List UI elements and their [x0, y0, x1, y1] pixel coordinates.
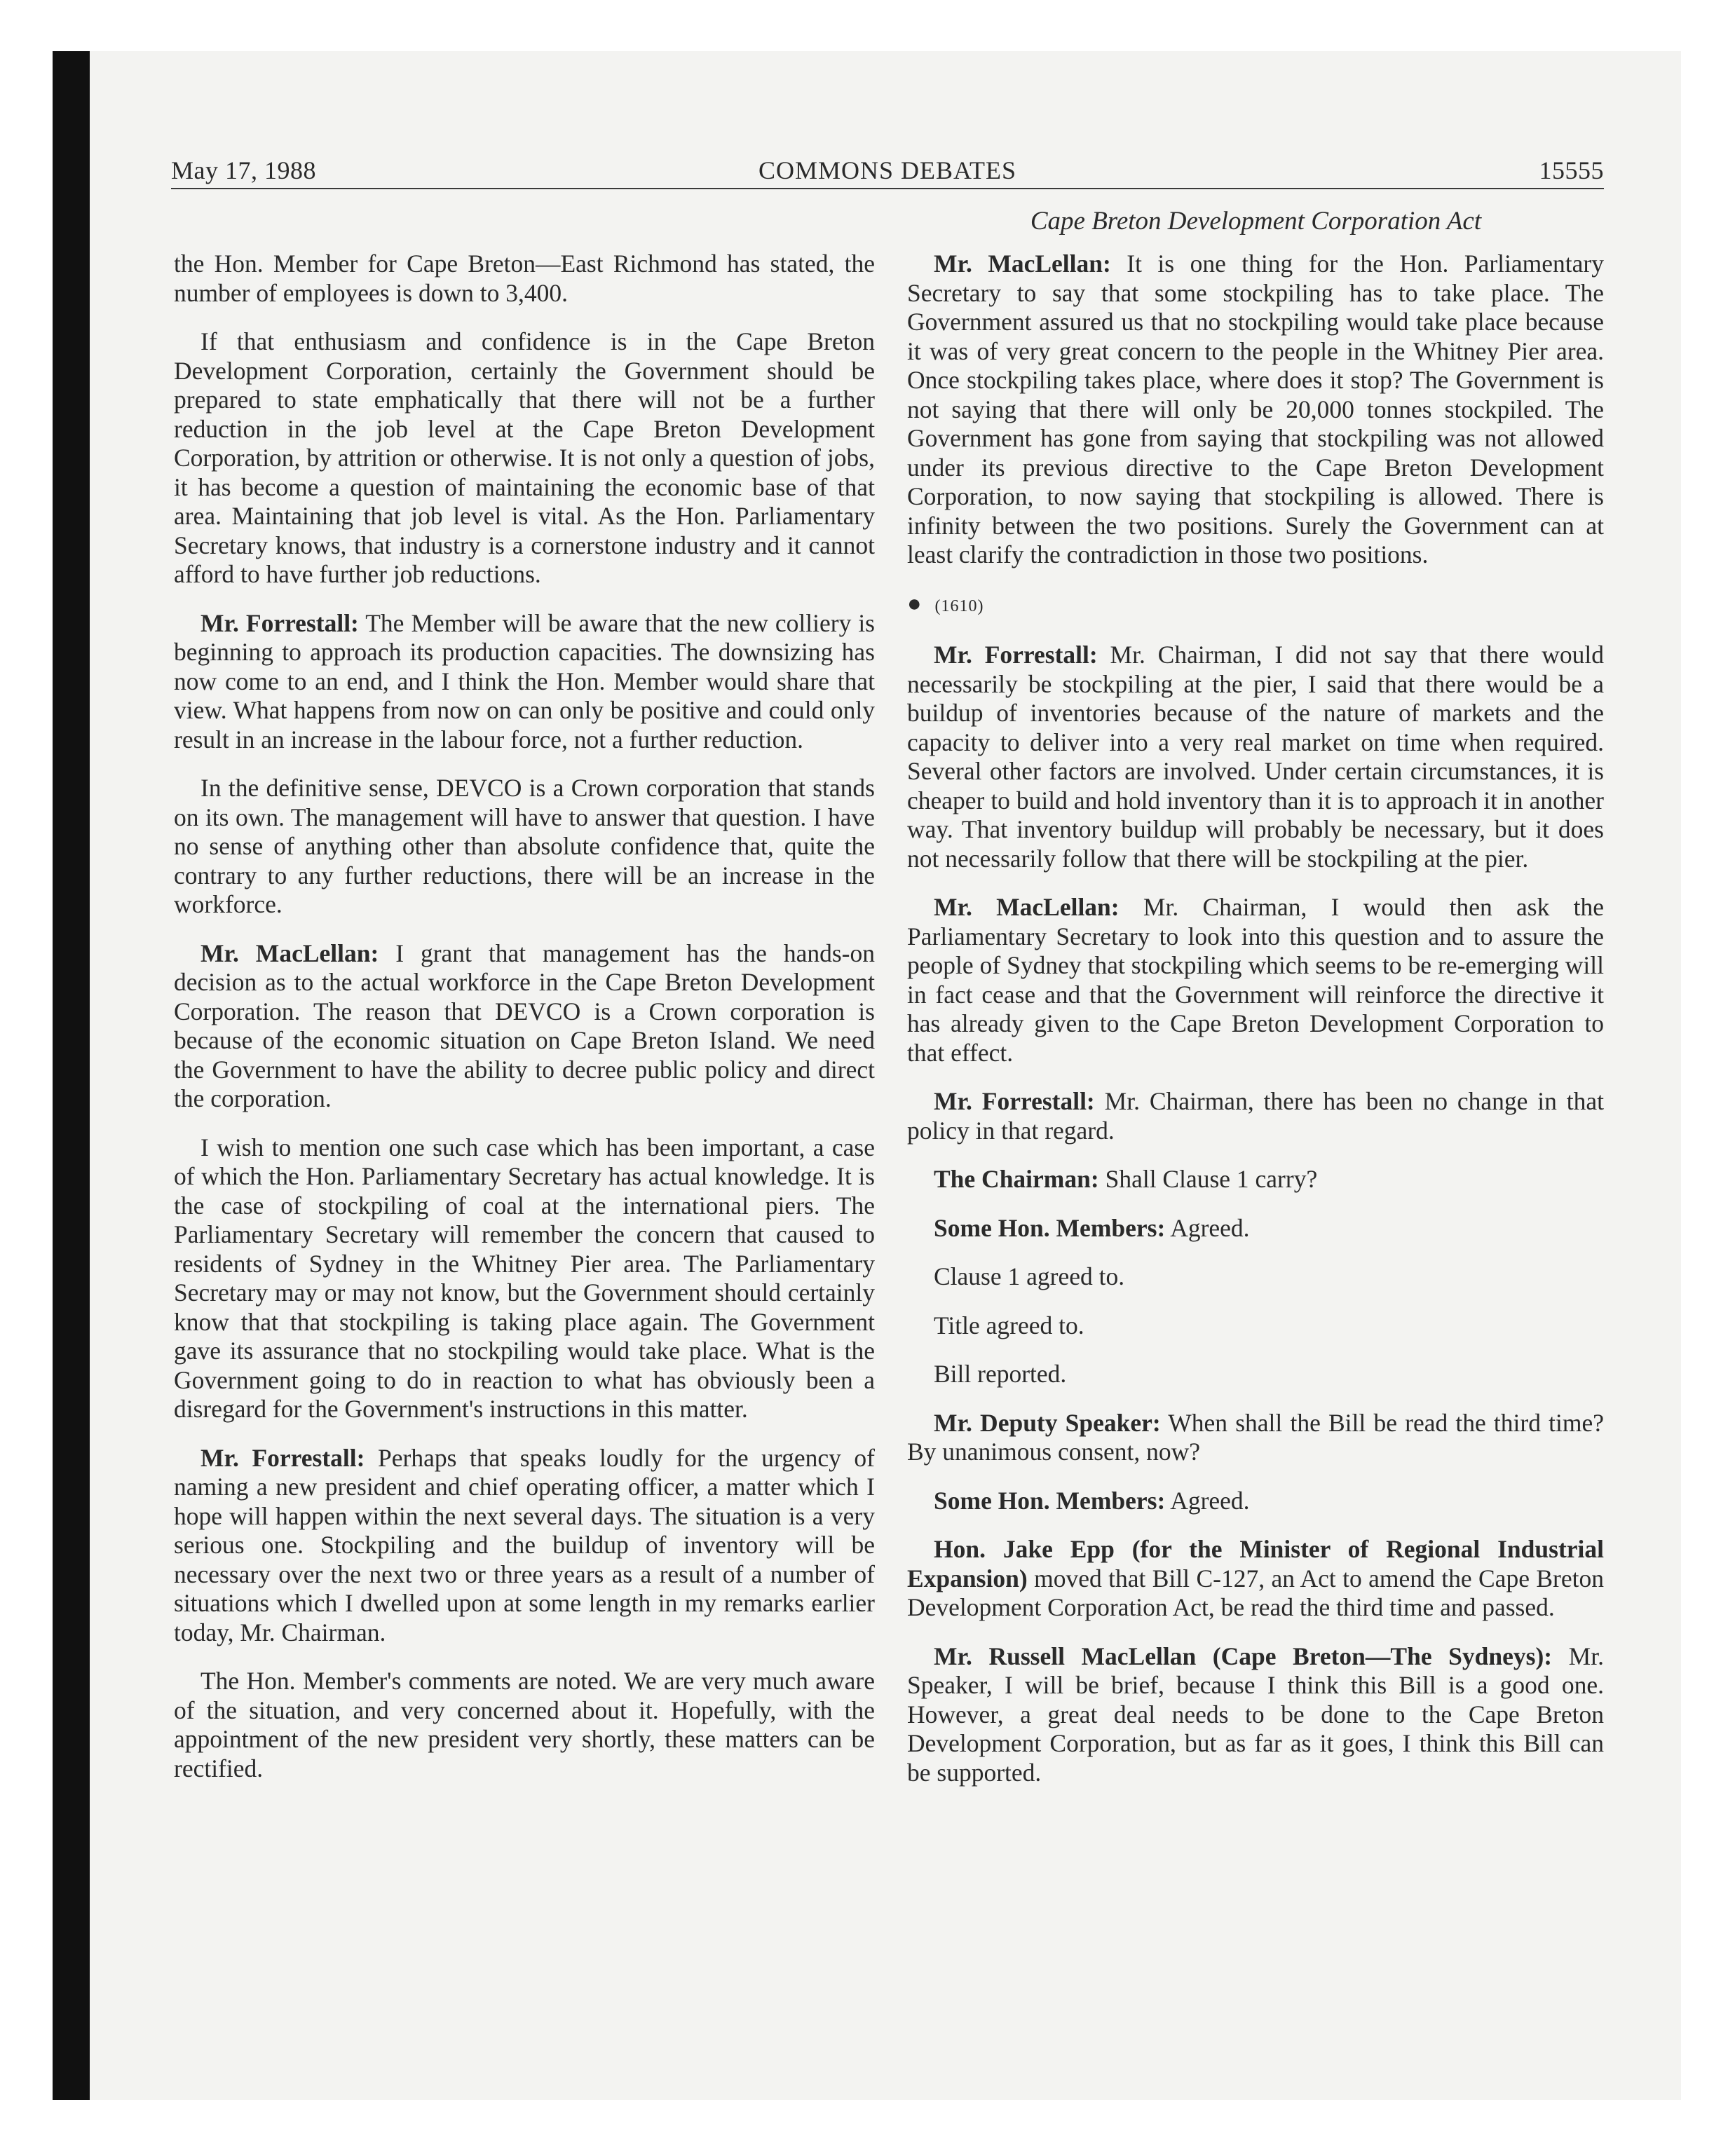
header-rule — [171, 188, 1604, 189]
paragraph-text: Mr. Chairman, I would then ask the Parliamentary Secretary to look into this question and to assure the people of Sydney that stockpiling which seems to be re-emerging will in fact cease and that the Government will reinforce the directive it has already given to the Cape Breton Development Corporation to that effect. — [907, 893, 1604, 1067]
paragraph — [907, 1087, 1604, 1145]
speaker-name: Mr. Forrestall: — [934, 1087, 1095, 1115]
page-header — [171, 153, 1604, 188]
paragraph-text: the Hon. Member for Cape Breton—East Richmond has stated, the number of employees is down to 3,400. — [174, 250, 875, 307]
header-date: May 17, 1988 — [171, 156, 316, 184]
paragraph — [174, 1444, 875, 1648]
paragraph-text: I grant that management has the hands-on decision as to the actual workforce in the Cape Breton Development Corporation. The reason that DEVCO is a Crown corporation is because of the economic situation on Cape Breton Island. We need the Government to have the ability to decree public policy and direct the corporation. — [174, 939, 875, 1112]
paragraph — [174, 327, 875, 589]
paragraph — [907, 250, 1604, 570]
paragraph-text: Title agreed to. — [934, 1311, 1084, 1339]
header-page-number: 15555 — [1539, 156, 1604, 184]
right-column — [907, 250, 1604, 1807]
paragraph — [907, 1360, 1604, 1389]
speaker-name: Some Hon. Members: — [934, 1486, 1166, 1515]
paragraph — [907, 1165, 1604, 1194]
left-column — [174, 250, 875, 1803]
paragraph-text: Mr. Chairman, there has been no change in that policy in that regard. — [907, 1087, 1604, 1145]
speaker-name: Mr. Forrestall: — [934, 641, 1098, 669]
paragraph-text: Agreed. — [1165, 1213, 1250, 1242]
paragraph-text: When shall the Bill be read the third time? By unanimous consent, now? — [907, 1408, 1605, 1466]
paragraph-text: It is one thing for the Hon. Parliamentary Secretary to say that some stockpiling has to take place. The Government assured us that no stockpiling would take place because it was of very great concern to the people in the Whitney Pier area. Once stockpiling takes place, where does it stop? The Government is not saying that there will only be 20,000 tonnes stockpiled. The Government has gone from saying that stockpiling was not allowed under its previous directive to the Cape Breton Development Corporation, to now saying that stockpiling is allowed. There is infinity between the two positions. Surely the Government can at least clarify the contradiction in those two positions. — [907, 250, 1604, 568]
speaker-name: Mr. MacLellan: — [934, 893, 1120, 921]
paragraph-text: The Member will be aware that the new colliery is beginning to approach its production capacities. The downsizing has now come to an end, and I think the Hon. Member would share that view. What happens from now on can only be positive and could only result in an increase in the labour force, not a further reduction. — [174, 608, 875, 753]
speaker-name: Mr. MacLellan: — [200, 939, 379, 967]
paragraph-text: I wish to mention one such case which has been important, a case of which the Hon. Parliamentary Secretary has actual knowledge. It is the case of stockpiling of coal at the international piers. The Parliamentary Secretary will remember the concern that caused to residents of Sydney in the Whitney Pier area. The Parliamentary Secretary may or may not know, but the Government should certainly know that that stockpiling is taking place again. The Government gave its assurance that no stockpiling would take place. What is the Government going to do in reaction to what has obviously been a disregard for the Government's instructions in this matter. — [174, 1133, 875, 1423]
paragraph-text: Shall Clause 1 carry? — [1098, 1165, 1318, 1193]
paragraph — [907, 1409, 1604, 1467]
speaker-name: Mr. MacLellan: — [934, 250, 1111, 278]
paragraph — [907, 641, 1604, 873]
speaker-name: Hon. Jake Epp (for the Minister of Regional Industrial Expansion) — [907, 1535, 1604, 1592]
paragraph-text: Bill reported. — [934, 1360, 1067, 1388]
paragraph-text: Mr. Speaker, I will be brief, because I think this Bill is a good one. However, a great deal needs to be done to the Cape Breton Development Corporation, but as far as it goes, I think this Bill can be supported. — [907, 1642, 1604, 1787]
paragraph-text: If that enthusiasm and confidence is in the Cape Breton Development Corporation, certainly the Government should be prepared to state emphatically that there will not be a further reduction in the job level at the Cape Breton Development Corporation, by attrition or otherwise. It is not only a question of jobs, it has become a question of maintaining the economic base of that area. Maintaining that job level is vital. As the Hon. Parliamentary Secretary knows, that industry is a cornerstone industry and it cannot afford to have further job reductions. — [174, 327, 875, 588]
speaker-name: Mr. Forrestall: — [200, 1443, 365, 1472]
header-publication: COMMONS DEBATES — [758, 156, 1017, 184]
paragraph-text: In the definitive sense, DEVCO is a Crown corporation that stands on its own. The management will have to answer that question. I have no sense of anything other than absolute confidence that, quite the contrary to any further reductions, there will be an increase in the workforce. — [174, 774, 875, 918]
speaker-name: Some Hon. Members: — [934, 1213, 1166, 1242]
paragraph — [174, 1133, 875, 1424]
speaker-name: Mr. Forrestall: — [200, 608, 359, 637]
binding-edge — [53, 51, 90, 2100]
paragraph-text: Perhaps that speaks loudly for the urgency of naming a new president and chief operating officer, a matter which I hope will happen within the next several days. The situation is a very serious one. Stockpiling and the buildup of inventory will be necessary over the next two or three years as a result of a number of situations which I dwelled upon at some length in my remarks earlier today, Mr. Chairman. — [174, 1443, 875, 1646]
paragraph — [907, 1311, 1604, 1341]
paragraph — [907, 1214, 1604, 1243]
paragraph-text: Agreed. — [1165, 1486, 1250, 1515]
time-marker-label: (1610) — [934, 596, 984, 615]
paragraph — [174, 250, 875, 308]
paragraph — [174, 939, 875, 1114]
bullet-icon: ● — [907, 590, 923, 617]
section-title: Cape Breton Development Corporation Act — [1030, 207, 1482, 236]
speaker-name: The Chairman: — [934, 1165, 1099, 1193]
time-marker — [907, 589, 1604, 622]
paragraph — [907, 1535, 1604, 1623]
paragraph — [907, 1262, 1604, 1292]
paragraph-text: moved that Bill C-127, an Act to amend the Cape Breton Development Corporation Act, be read the third time and passed. — [907, 1564, 1604, 1621]
paragraph-text: The Hon. Member's comments are noted. We are very much aware of the situation, and very concerned about it. Hopefully, with the appointment of the new president very shortly, these matters can be rectified. — [174, 1667, 875, 1782]
paragraph — [907, 1487, 1604, 1516]
paragraph-text: Mr. Chairman, I did not say that there would necessarily be stockpiling at the pier, I said that there would be a buildup of inventories because of the nature of markets and the capacity to deliver into a very real market on time when required. Several other factors are involved. Under certain circumstances, it is cheaper to build and hold inventory than it is to approach it in another way. That inventory buildup will probably be necessary, but it does not necessarily follow that there will be stockpiling at the pier. — [907, 641, 1604, 873]
paragraph — [907, 1642, 1604, 1788]
speaker-name: Mr. Russell MacLellan (Cape Breton—The Sydneys): — [934, 1642, 1553, 1670]
paragraph — [174, 609, 875, 755]
paragraph-text: Clause 1 agreed to. — [934, 1262, 1125, 1290]
paragraph — [174, 774, 875, 920]
paragraph — [174, 1667, 875, 1783]
paragraph — [907, 893, 1604, 1067]
speaker-name: Mr. Deputy Speaker: — [934, 1408, 1161, 1437]
